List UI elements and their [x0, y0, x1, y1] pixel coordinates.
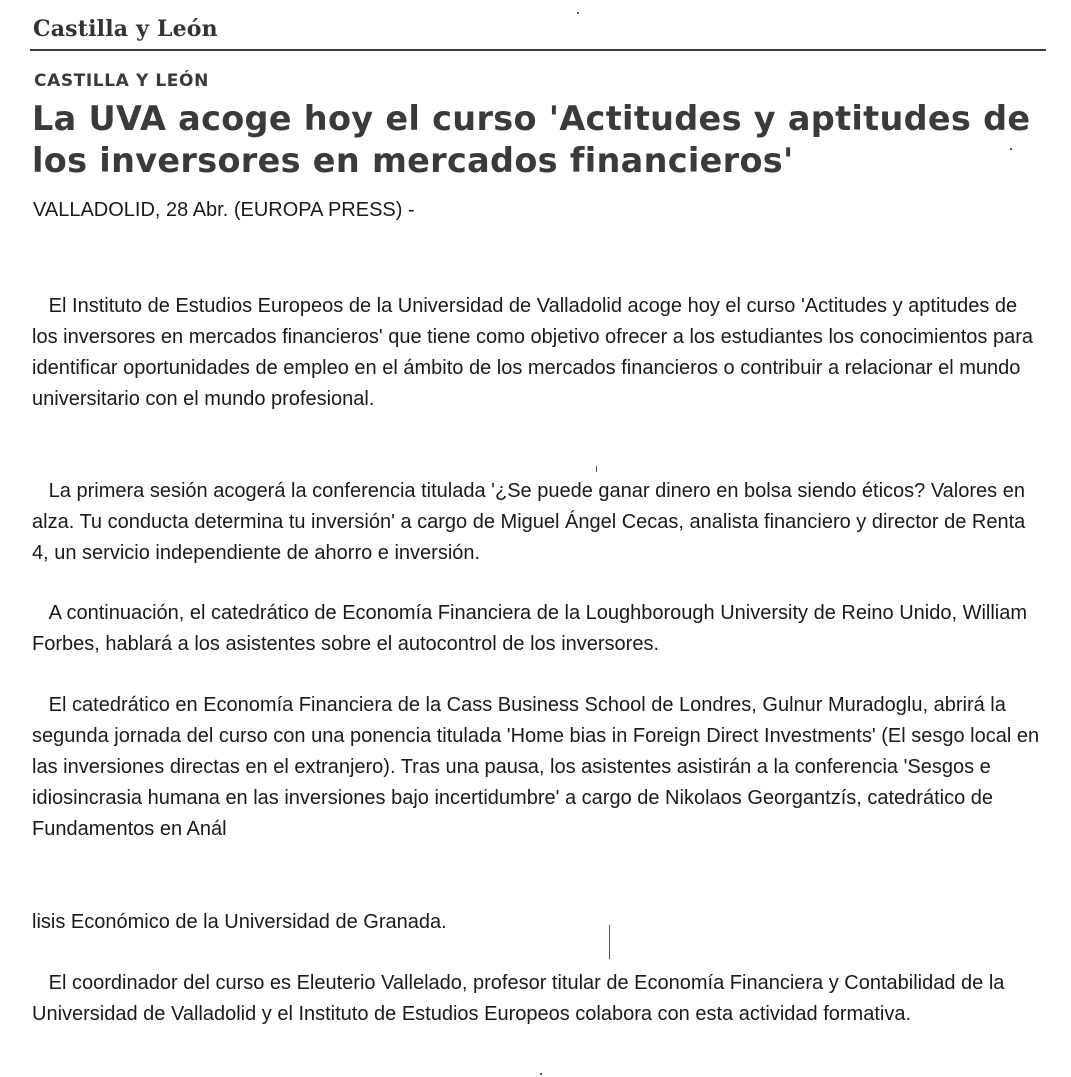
article-paragraph: lisis Económico de la Universidad de Granada.: [32, 911, 447, 933]
scan-speck: [540, 1073, 542, 1075]
scan-speck: [596, 466, 597, 472]
article-dateline: VALLADOLID, 28 Abr. (EUROPA PRESS) -: [33, 199, 415, 221]
article-headline: La UVA acoge hoy el curso 'Actitudes y aptitudes de los inversores en mercados financieros': [32, 99, 1031, 180]
article-paragraph: A continuación, el catedrático de Economía Financiera de la Loughborough University de Reino Unido, William Forbes, hablará a los asistentes sobre el autocontrol de los inversores.: [32, 602, 1033, 655]
article-paragraph: El coordinador del curso es Eleuterio Vallelado, profesor titular de Economía Financiera y Contabilidad de la Universidad de Valladolid y el Instituto de Estudios Europeos colabora con esta actividad formativa.: [32, 972, 1010, 1025]
scan-speck: [577, 12, 579, 14]
article-paragraph: El catedrático en Economía Financiera de la Cass Business School de Londres, Gulnur Muradoglu, abrirá la segunda jornada del curso con una ponencia titulada 'Home bias in Foreign Direct Investments' (El sesgo local en las inversiones directas en el extranjero). Tras una pausa, los asistentes asistirán a la conferencia 'Sesgos e idiosincrasia humana en las inversiones bajo incertidumbre' a cargo de Nikolaos Georgantzís, catedrático de Fundamentos en Anál: [32, 694, 1045, 840]
scan-speck: [1010, 148, 1012, 150]
article-paragraph: El Instituto de Estudios Europeos de la Universidad de Valladolid acoge hoy el curso 'Actitudes y aptitudes de los inversores en mercados financieros' que tiene como objetivo ofrecer a los estudiantes los conocimientos para identificar oportunidades de empleo en el ámbito de los mercados financieros o contribuir a relacionar el mundo universitario con el mundo profesional.: [32, 295, 1039, 410]
section-header: Castilla y León: [33, 16, 218, 42]
article-paragraph: La primera sesión acogerá la conferencia titulada '¿Se puede ganar dinero en bolsa siendo éticos? Valores en alza. Tu conducta determina tu inversión' a cargo de Miguel Ángel Cecas, analista financiero y director de Renta 4, un servicio independiente de ahorro e inversión.: [32, 480, 1031, 564]
scan-speck: [609, 925, 610, 959]
section-divider: [30, 49, 1046, 51]
article-kicker: CASTILLA Y LEÓN: [34, 71, 209, 91]
